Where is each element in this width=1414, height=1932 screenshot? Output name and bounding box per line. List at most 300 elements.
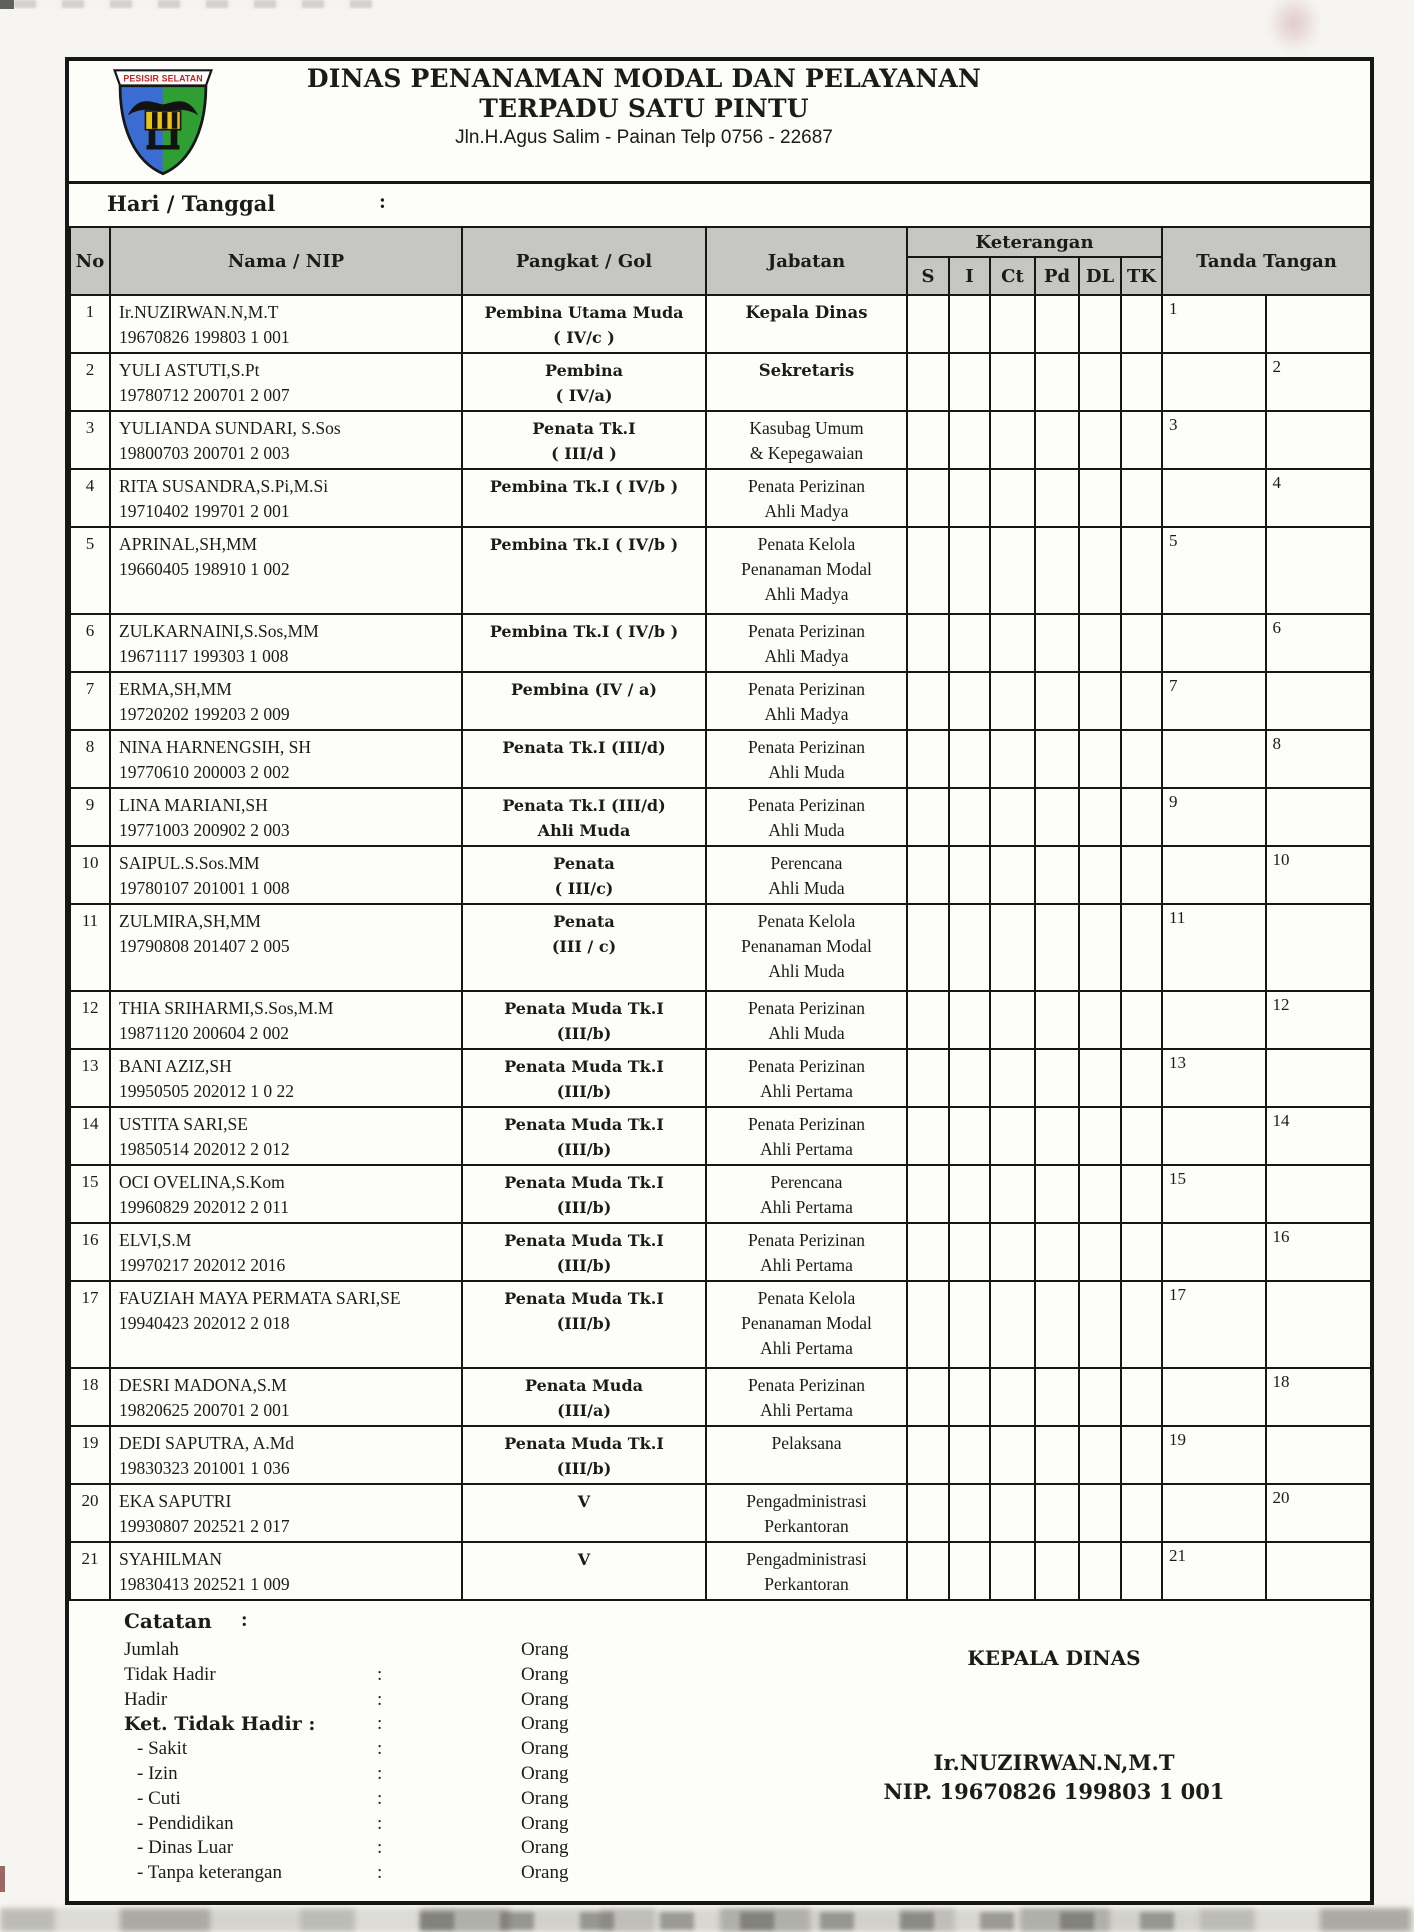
signature-left-half bbox=[1163, 1485, 1267, 1541]
position-cell: Penata Perizinan Ahli Madya bbox=[706, 614, 907, 672]
attendance-cell-ct bbox=[990, 295, 1035, 353]
rank-cell: Pembina Tk.I ( IV/b ) bbox=[462, 614, 706, 672]
header-rank: Pangkat / Gol bbox=[462, 227, 706, 295]
attendance-cell-dl bbox=[1079, 1223, 1121, 1281]
attendance-cell-i bbox=[949, 788, 990, 846]
attendance-cell-i bbox=[949, 1223, 990, 1281]
attendance-cell-tk bbox=[1121, 295, 1162, 353]
signature-right-half bbox=[1267, 615, 1371, 671]
signature-left-half bbox=[1163, 1050, 1267, 1106]
employee-nip: 19800703 200701 2 003 bbox=[119, 443, 290, 463]
attendance-cell-i bbox=[949, 1281, 990, 1368]
signature-right-half bbox=[1267, 992, 1371, 1048]
employee-nip: 19960829 202012 2 011 bbox=[119, 1197, 289, 1217]
attendance-cell-s bbox=[907, 904, 949, 991]
signature-number: 20 bbox=[1272, 1488, 1290, 1507]
note-colon: : bbox=[377, 1663, 383, 1685]
table-row bbox=[70, 527, 1371, 614]
note-colon: : bbox=[377, 1762, 383, 1784]
header-signature: Tanda Tangan bbox=[1162, 227, 1371, 295]
attendance-cell-i bbox=[949, 846, 990, 904]
signature-cell bbox=[1162, 730, 1371, 788]
attendance-cell-i bbox=[949, 1542, 990, 1600]
employee-nip: 19830323 201001 1 036 bbox=[119, 1458, 290, 1478]
note-label: Jumlah bbox=[124, 1639, 179, 1660]
signature-cell bbox=[1162, 1049, 1371, 1107]
attendance-cell-ct bbox=[990, 788, 1035, 846]
attendance-cell-i bbox=[949, 991, 990, 1049]
position-cell: Penata Perizinan Ahli Madya bbox=[706, 672, 907, 730]
letterhead bbox=[69, 61, 1370, 184]
name-nip-cell bbox=[110, 846, 462, 904]
attendance-cell-tk bbox=[1121, 730, 1162, 788]
name-nip-cell bbox=[110, 1281, 462, 1368]
attendance-cell-ct bbox=[990, 730, 1035, 788]
attendance-cell-pd bbox=[1035, 730, 1079, 788]
signature-cell bbox=[1162, 788, 1371, 846]
attendance-cell-ct bbox=[990, 1049, 1035, 1107]
attendance-cell-tk bbox=[1121, 1223, 1162, 1281]
position-cell: Pelaksana bbox=[706, 1426, 907, 1484]
position-cell: Perencana Ahli Muda bbox=[706, 846, 907, 904]
attendance-cell-ct bbox=[990, 1426, 1035, 1484]
employee-nip: 19720202 199203 2 009 bbox=[119, 704, 290, 724]
signature-number: 9 bbox=[1169, 792, 1178, 811]
attendance-cell-s bbox=[907, 411, 949, 469]
table-row bbox=[70, 1049, 1371, 1107]
attendance-cell-s bbox=[907, 353, 949, 411]
note-label: - Izin bbox=[137, 1762, 178, 1784]
signature-number: 13 bbox=[1169, 1053, 1187, 1072]
attendance-cell-pd bbox=[1035, 527, 1079, 614]
attendance-cell-s bbox=[907, 1049, 949, 1107]
signature-number: 5 bbox=[1169, 531, 1178, 550]
signature-left-half bbox=[1163, 354, 1267, 410]
employee-name: THIA SRIHARMI,S.Sos,M.M bbox=[119, 998, 334, 1018]
attendance-cell-pd bbox=[1035, 1049, 1079, 1107]
signature-number: 17 bbox=[1169, 1285, 1187, 1304]
table-row bbox=[70, 1426, 1371, 1484]
signature-left-half bbox=[1163, 615, 1267, 671]
employee-name: DEDI SAPUTRA, A.Md bbox=[119, 1433, 295, 1453]
notes-heading-separator: : bbox=[241, 1609, 248, 1631]
signature-number: 11 bbox=[1169, 908, 1186, 927]
signature-right-half bbox=[1267, 1427, 1371, 1483]
signature-cell bbox=[1162, 469, 1371, 527]
signature-number: 19 bbox=[1169, 1430, 1187, 1449]
attendance-cell-dl bbox=[1079, 1107, 1121, 1165]
note-colon: : bbox=[377, 1738, 383, 1760]
signature-number: 6 bbox=[1272, 618, 1282, 637]
row-number: 19 bbox=[70, 1426, 110, 1484]
row-number: 21 bbox=[70, 1542, 110, 1600]
table-row bbox=[70, 1542, 1371, 1600]
rank-cell: Pembina Tk.I ( IV/b ) bbox=[462, 527, 706, 614]
signature-left-half bbox=[1163, 1369, 1267, 1425]
notes-heading: Catatan bbox=[124, 1609, 212, 1633]
header-name-nip: Nama / NIP bbox=[110, 227, 462, 295]
signature-right-half bbox=[1267, 296, 1371, 352]
signature-cell bbox=[1162, 1542, 1371, 1600]
attendance-cell-dl bbox=[1079, 353, 1121, 411]
signature-right-half bbox=[1267, 1543, 1371, 1599]
attendance-cell-ct bbox=[990, 672, 1035, 730]
attendance-cell-tk bbox=[1121, 1107, 1162, 1165]
rank-cell: Pembina Utama Muda ( IV/c ) bbox=[462, 295, 706, 353]
note-unit: Orang bbox=[521, 1663, 569, 1685]
signature-right-half bbox=[1267, 1166, 1371, 1222]
signature-cell bbox=[1162, 991, 1371, 1049]
attendance-cell-i bbox=[949, 1049, 990, 1107]
rank-cell: Penata Muda (III/a) bbox=[462, 1368, 706, 1426]
employee-name: DESRI MADONA,S.M bbox=[119, 1375, 287, 1395]
signature-left-half bbox=[1163, 1543, 1267, 1599]
employee-name: ERMA,SH,MM bbox=[119, 679, 232, 699]
employee-name: NINA HARNENGSIH, SH bbox=[119, 737, 312, 757]
signature-block bbox=[844, 1646, 1264, 1804]
attendance-cell-i bbox=[949, 904, 990, 991]
attendance-cell-i bbox=[949, 614, 990, 672]
position-cell: Sekretaris bbox=[706, 353, 907, 411]
attendance-cell-ct bbox=[990, 469, 1035, 527]
attendance-cell-dl bbox=[1079, 614, 1121, 672]
row-number: 1 bbox=[70, 295, 110, 353]
header-attendance-s: S bbox=[907, 257, 949, 295]
signature-right-half bbox=[1267, 847, 1371, 903]
attendance-table bbox=[69, 226, 1372, 1601]
rank-cell: Penata Muda Tk.I (III/b) bbox=[462, 1107, 706, 1165]
signature-cell bbox=[1162, 1426, 1371, 1484]
position-cell: Pengadministrasi Perkantoran bbox=[706, 1484, 907, 1542]
attendance-cell-s bbox=[907, 295, 949, 353]
table-row bbox=[70, 411, 1371, 469]
row-number: 5 bbox=[70, 527, 110, 614]
position-cell: Kasubag Umum & Kepegawaian bbox=[706, 411, 907, 469]
attendance-cell-ct bbox=[990, 411, 1035, 469]
name-nip-cell bbox=[110, 295, 462, 353]
rank-cell: V bbox=[462, 1542, 706, 1600]
table-row bbox=[70, 1107, 1371, 1165]
rank-cell: Penata Muda Tk.I (III/b) bbox=[462, 1049, 706, 1107]
row-number: 14 bbox=[70, 1107, 110, 1165]
signature-right-half bbox=[1267, 905, 1371, 990]
name-nip-cell bbox=[110, 527, 462, 614]
signature-left-half bbox=[1163, 731, 1267, 787]
attendance-cell-ct bbox=[990, 527, 1035, 614]
scan-smudge-top-left bbox=[0, 0, 14, 9]
rank-cell: Pembina ( IV/a) bbox=[462, 353, 706, 411]
signature-right-half bbox=[1267, 1282, 1371, 1367]
signature-number: 12 bbox=[1272, 995, 1290, 1014]
attendance-cell-dl bbox=[1079, 846, 1121, 904]
note-unit: Orang bbox=[521, 1787, 569, 1809]
row-number: 15 bbox=[70, 1165, 110, 1223]
signature-number: 7 bbox=[1169, 676, 1178, 695]
table-row bbox=[70, 672, 1371, 730]
attendance-cell-pd bbox=[1035, 1484, 1079, 1542]
header-position: Jabatan bbox=[706, 227, 907, 295]
note-label: - Pendidikan bbox=[137, 1812, 234, 1834]
attendance-cell-tk bbox=[1121, 1165, 1162, 1223]
header-attendance-pd: Pd bbox=[1035, 257, 1079, 295]
attendance-cell-i bbox=[949, 295, 990, 353]
attendance-cell-s bbox=[907, 730, 949, 788]
signature-left-half bbox=[1163, 1108, 1267, 1164]
attendance-cell-i bbox=[949, 527, 990, 614]
note-colon: : bbox=[377, 1812, 383, 1834]
attendance-cell-ct bbox=[990, 1368, 1035, 1426]
note-label: - Cuti bbox=[137, 1787, 181, 1809]
employee-name: ZULMIRA,SH,MM bbox=[119, 911, 261, 931]
signature-left-half bbox=[1163, 296, 1267, 352]
table-row bbox=[70, 1281, 1371, 1368]
note-row bbox=[69, 1837, 1370, 1862]
position-cell: Penata Perizinan Ahli Madya bbox=[706, 469, 907, 527]
attendance-cell-dl bbox=[1079, 1368, 1121, 1426]
attendance-cell-s bbox=[907, 788, 949, 846]
attendance-cell-i bbox=[949, 1165, 990, 1223]
row-number: 2 bbox=[70, 353, 110, 411]
attendance-cell-i bbox=[949, 411, 990, 469]
header-attendance-group: Keterangan bbox=[907, 227, 1162, 257]
attendance-cell-tk bbox=[1121, 1049, 1162, 1107]
attendance-cell-dl bbox=[1079, 1484, 1121, 1542]
attendance-cell-pd bbox=[1035, 1426, 1079, 1484]
note-label: - Sakit bbox=[137, 1738, 188, 1760]
attendance-cell-dl bbox=[1079, 527, 1121, 614]
signature-number: 18 bbox=[1272, 1372, 1290, 1391]
attendance-cell-dl bbox=[1079, 1542, 1121, 1600]
attendance-cell-pd bbox=[1035, 788, 1079, 846]
row-number: 18 bbox=[70, 1368, 110, 1426]
row-number: 16 bbox=[70, 1223, 110, 1281]
attendance-cell-ct bbox=[990, 1484, 1035, 1542]
attendance-cell-pd bbox=[1035, 991, 1079, 1049]
name-nip-cell bbox=[110, 1426, 462, 1484]
name-nip-cell bbox=[110, 672, 462, 730]
employee-nip: 19790808 201407 2 005 bbox=[119, 936, 290, 956]
note-colon: : bbox=[377, 1837, 383, 1859]
note-label: Ket. Tidak Hadir : bbox=[124, 1713, 316, 1736]
row-number: 6 bbox=[70, 614, 110, 672]
signature-left-half bbox=[1163, 992, 1267, 1048]
attendance-cell-pd bbox=[1035, 1165, 1079, 1223]
signature-cell bbox=[1162, 295, 1371, 353]
attendance-cell-s bbox=[907, 614, 949, 672]
position-cell: Penata Perizinan Ahli Muda bbox=[706, 991, 907, 1049]
employee-nip: 19970217 202012 2016 bbox=[119, 1255, 286, 1275]
attendance-cell-s bbox=[907, 672, 949, 730]
signature-right-half bbox=[1267, 673, 1371, 729]
scan-blur-top-right bbox=[1268, 0, 1320, 52]
position-cell: Kepala Dinas bbox=[706, 295, 907, 353]
position-cell: Penata Perizinan Ahli Pertama bbox=[706, 1107, 907, 1165]
attendance-cell-tk bbox=[1121, 1281, 1162, 1368]
attendance-cell-pd bbox=[1035, 1223, 1079, 1281]
logo-banner-text: PESISIR SELATAN bbox=[123, 73, 203, 84]
name-nip-cell bbox=[110, 1165, 462, 1223]
signature-number: 15 bbox=[1169, 1169, 1187, 1188]
note-colon: : bbox=[377, 1787, 383, 1809]
employee-nip: 19710402 199701 2 001 bbox=[119, 501, 290, 521]
attendance-cell-pd bbox=[1035, 1107, 1079, 1165]
rank-cell: Penata Muda Tk.I (III/b) bbox=[462, 1165, 706, 1223]
name-nip-cell bbox=[110, 904, 462, 991]
attendance-cell-dl bbox=[1079, 1281, 1121, 1368]
attendance-cell-s bbox=[907, 1281, 949, 1368]
table-row bbox=[70, 788, 1371, 846]
header-attendance-tk: TK bbox=[1121, 257, 1162, 295]
signature-number: 8 bbox=[1272, 734, 1282, 753]
employee-name: SYAHILMAN bbox=[119, 1549, 223, 1569]
attendance-cell-tk bbox=[1121, 788, 1162, 846]
attendance-cell-pd bbox=[1035, 672, 1079, 730]
agency-title-line2: TERPADU SATU PINTU bbox=[479, 94, 809, 123]
signature-right-half bbox=[1267, 528, 1371, 613]
position-cell: Penata Perizinan Ahli Muda bbox=[706, 730, 907, 788]
note-unit: Orang bbox=[521, 1812, 569, 1834]
table-row bbox=[70, 1223, 1371, 1281]
rank-cell: Pembina (IV / a) bbox=[462, 672, 706, 730]
attendance-cell-tk bbox=[1121, 527, 1162, 614]
employee-nip: 19930807 202521 2 017 bbox=[119, 1516, 290, 1536]
attendance-cell-s bbox=[907, 1484, 949, 1542]
signature-number: 14 bbox=[1272, 1111, 1290, 1130]
signature-left-half bbox=[1163, 470, 1267, 526]
rank-cell: Pembina Tk.I ( IV/b ) bbox=[462, 469, 706, 527]
attendance-cell-s bbox=[907, 1107, 949, 1165]
signature-left-half bbox=[1163, 905, 1267, 990]
letterhead-text bbox=[289, 64, 999, 149]
signature-left-half bbox=[1163, 528, 1267, 613]
note-colon: : bbox=[377, 1713, 383, 1735]
name-nip-cell bbox=[110, 353, 462, 411]
employee-nip: 19780712 200701 2 007 bbox=[119, 385, 290, 405]
position-cell: Penata Perizinan Ahli Pertama bbox=[706, 1368, 907, 1426]
table-row bbox=[70, 353, 1371, 411]
attendance-cell-dl bbox=[1079, 1049, 1121, 1107]
table-row bbox=[70, 991, 1371, 1049]
employee-name: YULI ASTUTI,S.Pt bbox=[119, 360, 260, 380]
attendance-cell-i bbox=[949, 353, 990, 411]
attendance-cell-i bbox=[949, 730, 990, 788]
signature-cell bbox=[1162, 353, 1371, 411]
attendance-cell-pd bbox=[1035, 295, 1079, 353]
date-row bbox=[69, 184, 1370, 226]
employee-name: EKA SAPUTRI bbox=[119, 1491, 232, 1511]
signature-left-half bbox=[1163, 1282, 1267, 1367]
signature-right-half bbox=[1267, 731, 1371, 787]
attendance-cell-tk bbox=[1121, 846, 1162, 904]
attendance-cell-ct bbox=[990, 1165, 1035, 1223]
signature-cell bbox=[1162, 614, 1371, 672]
row-number: 9 bbox=[70, 788, 110, 846]
employee-nip: 19871120 200604 2 002 bbox=[119, 1023, 289, 1043]
signature-right-half bbox=[1267, 789, 1371, 845]
attendance-cell-dl bbox=[1079, 730, 1121, 788]
attendance-cell-pd bbox=[1035, 411, 1079, 469]
rank-cell: Penata Muda Tk.I (III/b) bbox=[462, 1426, 706, 1484]
note-row bbox=[69, 1813, 1370, 1838]
note-unit: Orang bbox=[521, 1713, 569, 1735]
row-number: 17 bbox=[70, 1281, 110, 1368]
signature-left-half bbox=[1163, 1166, 1267, 1222]
signature-left-half bbox=[1163, 1427, 1267, 1483]
attendance-cell-ct bbox=[990, 353, 1035, 411]
date-label: Hari / Tanggal bbox=[107, 191, 276, 216]
position-cell: Penata Perizinan Ahli Pertama bbox=[706, 1223, 907, 1281]
row-number: 11 bbox=[70, 904, 110, 991]
signature-left-half bbox=[1163, 1224, 1267, 1280]
signature-right-half bbox=[1267, 470, 1371, 526]
attendance-cell-tk bbox=[1121, 469, 1162, 527]
employee-name: USTITA SARI,SE bbox=[119, 1114, 248, 1134]
signature-cell bbox=[1162, 672, 1371, 730]
rank-cell: Penata Tk.I ( III/d ) bbox=[462, 411, 706, 469]
signature-left-half bbox=[1163, 789, 1267, 845]
attendance-cell-tk bbox=[1121, 904, 1162, 991]
attendance-cell-ct bbox=[990, 1281, 1035, 1368]
header-no: No bbox=[70, 227, 110, 295]
attendance-cell-tk bbox=[1121, 1426, 1162, 1484]
signature-cell bbox=[1162, 1107, 1371, 1165]
table-row bbox=[70, 614, 1371, 672]
attendance-cell-tk bbox=[1121, 1542, 1162, 1600]
name-nip-cell bbox=[110, 991, 462, 1049]
note-unit: Orang bbox=[521, 1688, 569, 1710]
employee-name: FAUZIAH MAYA PERMATA SARI,SE bbox=[119, 1288, 401, 1308]
signature-right-half bbox=[1267, 1224, 1371, 1280]
attendance-cell-s bbox=[907, 527, 949, 614]
employee-nip: 19940423 202012 2 018 bbox=[119, 1313, 290, 1333]
note-colon: : bbox=[377, 1862, 383, 1884]
attendance-cell-ct bbox=[990, 1542, 1035, 1600]
name-nip-cell bbox=[110, 1049, 462, 1107]
attendance-cell-i bbox=[949, 1368, 990, 1426]
name-nip-cell bbox=[110, 1368, 462, 1426]
note-unit: Orang bbox=[521, 1837, 569, 1859]
note-unit: Orang bbox=[521, 1762, 569, 1784]
position-cell: Penata Perizinan Ahli Pertama bbox=[706, 1049, 907, 1107]
attendance-cell-i bbox=[949, 1107, 990, 1165]
table-row bbox=[70, 730, 1371, 788]
scan-mark-left-edge bbox=[0, 1866, 5, 1892]
name-nip-cell bbox=[110, 469, 462, 527]
agency-title-line1: DINAS PENANAMAN MODAL DAN PELAYANAN bbox=[306, 64, 982, 93]
table-row bbox=[70, 846, 1371, 904]
position-cell: Penata Kelola Penanaman Modal Ahli Madya bbox=[706, 527, 907, 614]
attendance-cell-dl bbox=[1079, 991, 1121, 1049]
employee-nip: 19771003 200902 2 003 bbox=[119, 820, 290, 840]
employee-nip: 19770610 200003 2 002 bbox=[119, 762, 290, 782]
name-nip-cell bbox=[110, 1107, 462, 1165]
attendance-cell-s bbox=[907, 1368, 949, 1426]
row-number: 10 bbox=[70, 846, 110, 904]
table-row bbox=[70, 1484, 1371, 1542]
attendance-cell-tk bbox=[1121, 614, 1162, 672]
signature-cell bbox=[1162, 1281, 1371, 1368]
agency-address: Jln.H.Agus Salim - Painan Telp 0756 - 22687 bbox=[455, 127, 833, 148]
signature-left-half bbox=[1163, 847, 1267, 903]
employee-nip: 19950505 202012 1 0 22 bbox=[119, 1081, 294, 1101]
note-unit: Orang bbox=[521, 1639, 569, 1660]
employee-name: ELVI,S.M bbox=[119, 1230, 192, 1250]
attendance-cell-pd bbox=[1035, 353, 1079, 411]
position-cell: Penata Kelola Penanaman Modal Ahli Muda bbox=[706, 904, 907, 991]
row-number: 20 bbox=[70, 1484, 110, 1542]
signature-number: 1 bbox=[1169, 299, 1178, 318]
note-label: - Dinas Luar bbox=[137, 1837, 234, 1859]
